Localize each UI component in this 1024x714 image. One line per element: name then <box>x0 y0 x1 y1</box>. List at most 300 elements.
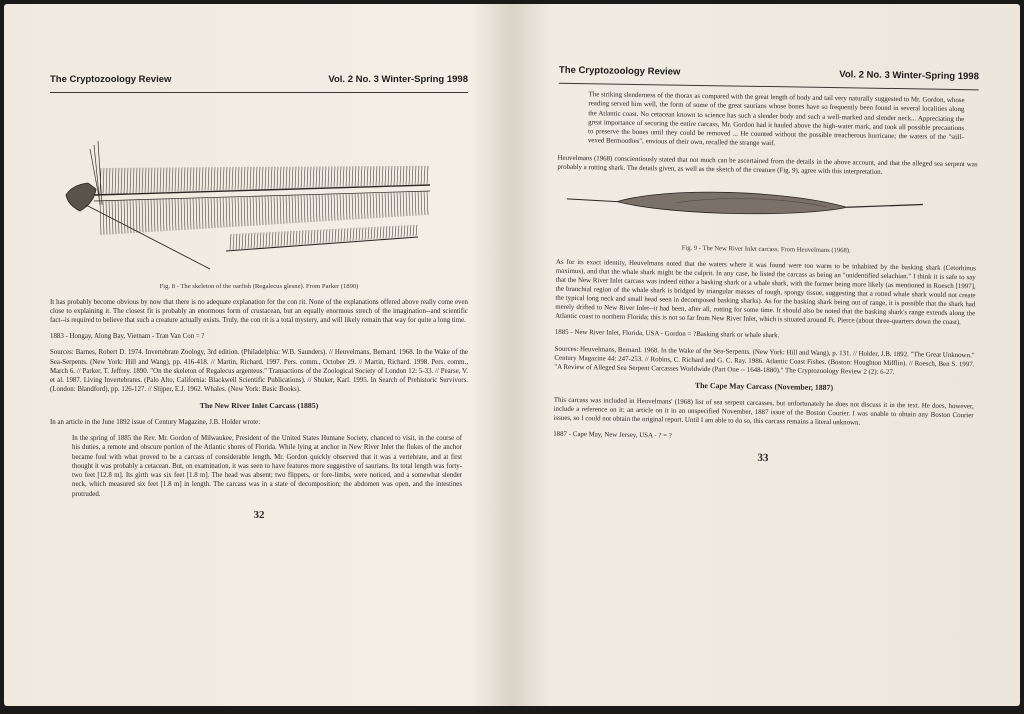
fin-ray <box>382 192 383 217</box>
fin-ray <box>112 168 113 194</box>
fin-ray <box>418 191 419 215</box>
fin-ray <box>316 194 317 221</box>
section-heading: The Cape May Carcass (November, 1887) <box>694 380 834 393</box>
fin-ray <box>205 198 206 229</box>
fin-ray <box>320 230 321 244</box>
fin-ray <box>242 233 243 249</box>
fin-ray <box>421 166 422 184</box>
fin-ray <box>403 192 404 217</box>
fin-ray <box>157 199 158 231</box>
fin-ray <box>217 197 218 227</box>
fin-ray <box>145 200 146 233</box>
fin-ray <box>214 167 215 190</box>
fin-ray <box>245 233 246 249</box>
magazine-spread <box>4 4 1020 706</box>
fin-ray <box>394 166 395 185</box>
fin-ray <box>178 199 179 231</box>
fin-ray <box>364 193 365 219</box>
fin-ray <box>406 166 407 185</box>
fin-ray <box>136 200 137 233</box>
fin-ray <box>196 167 197 191</box>
issue-label: Vol. 2 No. 3 Winter-Spring 1998 <box>328 74 468 85</box>
block-quote: The striking slenderness of the thorax as compared with the great length of body and tail very naturally suggested to Mr. Gordon, whose reading served him well, the form of some of the great saurians whose bones have so frequently been found in several localities along the Atlantic coast. No cetacean known to science has such a slender body and such a well-marked and slender neck... Appreciating the great importance of securing the entire carcass, Mr. Gordon had it hauled above the high-water mark, and took all possible precautions to preserve the bones until they could be removed ... He counted without the possible treacherous hurricane; the waters of the "still-vexed Bermoothes", envious of their own, recalled the strange waif. <box>587 91 965 148</box>
fin-ray <box>230 234 231 250</box>
fin-ray <box>236 234 237 250</box>
fin-ray <box>265 167 266 189</box>
fin-ray <box>190 198 191 229</box>
page-number: 33 <box>757 452 769 465</box>
fin-ray <box>148 168 149 193</box>
fin-ray <box>223 167 224 190</box>
fin-ray <box>373 193 374 219</box>
fin-ray <box>121 168 122 194</box>
fin-ray <box>395 226 396 238</box>
journal-title: The Cryptozoology Review <box>558 64 681 78</box>
fin-ray <box>337 194 338 221</box>
fin-ray <box>364 166 365 186</box>
fin-ray <box>280 167 281 189</box>
fin-ray <box>310 167 311 188</box>
fin-ray <box>251 233 252 248</box>
fin-ray <box>148 200 149 233</box>
fin-ray <box>415 191 416 215</box>
fin-ray <box>380 227 381 239</box>
fin-ray <box>295 167 296 188</box>
fin-ray <box>130 168 131 193</box>
fin-ray <box>112 201 113 235</box>
fin-ray <box>247 197 248 226</box>
sighting-record: 1883 - Hongay, Along Bay, Vietnam - Tran Van Con = ? <box>50 333 205 341</box>
fin-ray <box>136 168 137 193</box>
fin-ray <box>169 199 170 231</box>
intro-paragraph: In an article in the June 1892 issue of Century Magazine, J.B. Holder wrote: <box>50 418 261 426</box>
fin-ray <box>325 194 326 221</box>
fin-ray <box>319 167 320 188</box>
fin-ray <box>250 167 251 189</box>
fin-ray <box>127 168 128 193</box>
fin-ray <box>181 167 182 191</box>
fin-ray <box>199 167 200 191</box>
fin-ray <box>343 166 344 186</box>
fin-ray <box>133 200 134 233</box>
fin-ray <box>346 194 347 220</box>
fin-ray <box>286 195 287 223</box>
fin-ray <box>418 166 419 184</box>
fin-ray <box>358 193 359 219</box>
fin-ray <box>404 225 405 237</box>
oarfish-skeleton-figure <box>50 93 468 279</box>
fin-ray <box>292 195 293 223</box>
fin-ray <box>383 226 384 238</box>
fin-ray <box>298 167 299 188</box>
figure-8-caption: Fig. 8 - The skeleton of the oarfish (Regalecus glesne). From Parker (1890) <box>159 283 359 290</box>
fin-ray <box>263 232 264 247</box>
fin-ray <box>139 200 140 233</box>
fin-ray <box>313 195 314 222</box>
fin-ray <box>343 194 344 220</box>
fin-ray <box>398 226 399 238</box>
fin-ray <box>172 168 173 192</box>
fin-ray <box>286 167 287 189</box>
section-heading: The New River Inlet Carcass (1885) <box>199 400 319 410</box>
fin-ray <box>350 228 351 241</box>
fin-ray <box>133 168 134 193</box>
fin-ray <box>208 198 209 229</box>
fin-ray <box>268 167 269 189</box>
fin-ray <box>271 196 272 225</box>
fin-ray <box>397 166 398 185</box>
fin-ray <box>175 167 176 191</box>
fin-ray <box>400 192 401 217</box>
fin-ray <box>175 199 176 231</box>
fin-ray <box>241 167 242 190</box>
fin-ray <box>421 191 422 215</box>
fin-ray <box>314 230 315 244</box>
paragraph: Heuvelmans (1968) conscientiously stated that not much can be ascertained from the details in the above account, and that the alleged sea serpent was probably a rotting shark. The details given, as well as the sketch of the creature (Fig. 9), agree with this interpretation. <box>557 154 978 176</box>
fin-ray <box>302 230 303 244</box>
fin-ray <box>211 198 212 229</box>
fin-ray <box>187 167 188 191</box>
fin-ray <box>317 230 318 244</box>
fin-ray <box>365 227 366 240</box>
fin-ray <box>151 168 152 193</box>
fin-ray <box>187 198 188 229</box>
fin-ray <box>410 225 411 236</box>
fin-ray <box>247 167 248 190</box>
fin-ray <box>277 167 278 189</box>
sighting-record: 1887 - Cape May, New Jersey, USA - ? = ? <box>553 430 672 440</box>
fin-ray <box>296 231 297 245</box>
fin-ray <box>139 168 140 193</box>
fin-ray <box>362 227 363 240</box>
fin-ray <box>235 197 236 227</box>
fin-ray <box>169 168 170 192</box>
fin-ray <box>268 196 269 225</box>
fin-ray <box>352 166 353 186</box>
fin-ray <box>376 166 377 185</box>
fin-ray <box>256 167 257 189</box>
fin-ray <box>335 229 336 242</box>
fin-ray <box>329 229 330 242</box>
fin-ray <box>385 166 386 185</box>
fin-ray <box>328 194 329 221</box>
fin-ray <box>299 231 300 245</box>
fin-ray <box>226 167 227 190</box>
fin-ray <box>367 193 368 219</box>
fin-ray <box>283 195 284 223</box>
fin-ray <box>254 233 255 248</box>
fin-ray <box>238 167 239 190</box>
fin-ray <box>307 195 308 223</box>
fin-ray <box>199 198 200 229</box>
fin-ray <box>151 199 152 231</box>
fin-ray <box>271 167 272 189</box>
fin-ray <box>388 192 389 217</box>
fin-ray <box>307 167 308 188</box>
fin-ray <box>340 194 341 221</box>
fin-ray <box>145 168 146 193</box>
fin-ray <box>334 166 335 186</box>
fin-ray <box>214 198 215 228</box>
fin-ray <box>275 232 276 247</box>
fin-ray <box>154 199 155 231</box>
fin-ray <box>265 196 266 225</box>
fin-ray <box>262 167 263 189</box>
fin-ray <box>250 196 251 225</box>
fin-ray <box>202 198 203 229</box>
fin-ray <box>293 231 294 245</box>
fin-ray <box>361 166 362 186</box>
fin-ray <box>349 193 350 219</box>
sources-list: Sources: Heuvelmans, Bernard. 1968. In the Wake of the Sea-Serpents. (New York: Hill and Wang), p. 131. // Holder, J.B. 1892. "The Great Unknown." Century Magazine 44: 247-253. // Robins, C. Richard and G. C. Ray. 1986. Atlantic Coast Fishes. (Boston: Houghton Mifflin). // Roesch, Ben S. 1997. "A Review of Alleged Sea Serpent Carcasses Worldwide (Part One -- 1648-1880)." The Cryptozoology Review 2 (2): 6-27. <box>554 345 975 376</box>
fin-ray <box>298 195 299 223</box>
paragraph: It has probably become obvious by now that there is no adequate explanation for the con rit. None of the explanations offered above really come even close to explaining it. The closest fit is probably an enormous form of crustacean, but an equally enormous strech of the imagination--and scientific fact--is required to believe that such a creature actually exists. Truly, the con rit is a total mystery, and will likely remain that way for quite a long time. <box>50 299 468 325</box>
fin-ray <box>100 201 101 235</box>
fin-ray <box>412 191 413 215</box>
fin-ray <box>106 168 107 194</box>
fin-ray <box>278 232 279 247</box>
fin-ray <box>359 228 360 241</box>
oarfish-skeleton-illustration <box>50 93 468 279</box>
fin-ray <box>409 166 410 185</box>
fin-ray <box>259 167 260 189</box>
fin-ray <box>232 167 233 190</box>
sighting-record: 1885 - New River Inlet, Florida, USA - Gordon = ?Basking shark or whale shark. <box>554 329 780 340</box>
fin-ray <box>280 196 281 224</box>
fin-ray <box>274 167 275 189</box>
fin-ray <box>332 229 333 242</box>
fin-ray <box>346 166 347 186</box>
fin-ray <box>157 168 158 193</box>
fin-ray <box>115 168 116 194</box>
fin-ray <box>266 232 267 247</box>
fin-ray <box>106 201 107 235</box>
fin-ray <box>334 194 335 221</box>
fin-ray <box>118 200 119 233</box>
page-header <box>559 65 979 91</box>
fin-ray <box>253 196 254 225</box>
fin-ray <box>412 166 413 185</box>
fin-ray <box>178 167 179 191</box>
fin-ray <box>337 166 338 186</box>
fin-ray <box>352 193 353 219</box>
fin-ray <box>301 195 302 223</box>
fin-ray <box>235 167 236 190</box>
fin-ray <box>331 194 332 221</box>
fin-ray <box>379 166 380 185</box>
fin-ray <box>109 168 110 194</box>
fin-ray <box>166 199 167 231</box>
fin-ray <box>401 226 402 238</box>
fin-ray <box>166 168 167 192</box>
block-quote: In the spring of 1885 the Rev. Mr. Gordon of Milwaukee, President of the United States Humane Society, chanced to visit, in the course of his duties, a remote and obscure portion of the Atlantic shores of Florida. While lying at anchor in New River Inlet the flukes of the anchor became foul with what proved to be a carcass of considerable length. Mr. Gordon quickly observed that it was a vertebrate, and at first thought it was probably a cetacean. But, on examination, it was seen to have features more suggestive of saurians. Its total length was forty-two feet [12.8 m]. Its girth was six feet [1.8 m]. The head was absent; two flippers, or fore-limbs, were noticed, and a somewhat slender neck, which measured six feet [1.8 m] in length. The carcass was in a state of decomposition; the abdomen was open, and the intestines protruded. <box>72 435 462 498</box>
fin-ray <box>229 197 230 227</box>
fin-ray <box>355 193 356 219</box>
fin-ray <box>427 191 428 215</box>
fin-ray <box>304 167 305 188</box>
fin-ray <box>272 232 273 247</box>
fin-ray <box>409 192 410 216</box>
fin-ray <box>262 196 263 225</box>
fin-ray <box>163 168 164 193</box>
fin-ray <box>373 166 374 186</box>
fin-ray <box>172 199 173 231</box>
fin-ray <box>325 166 326 187</box>
fin-ray <box>127 200 128 233</box>
fin-ray <box>394 192 395 217</box>
fin-ray <box>202 167 203 191</box>
journal-title: The Cryptozoology Review <box>50 74 172 85</box>
carcass-sketch-figure <box>556 178 977 245</box>
fin-ray <box>326 229 327 243</box>
fin-ray <box>319 194 320 221</box>
fin-ray <box>341 229 342 242</box>
fin-ray <box>295 195 296 223</box>
fin-ray <box>238 197 239 227</box>
fin-ray <box>353 228 354 241</box>
fin-ray <box>121 200 122 233</box>
fin-ray <box>358 166 359 186</box>
fin-ray <box>226 197 227 227</box>
new-river-carcass-illustration <box>556 178 977 245</box>
fin-ray <box>311 230 312 244</box>
page-header <box>50 74 468 93</box>
fin-ray <box>217 167 218 190</box>
fin-ray <box>292 167 293 188</box>
sources-list: Sources: Barnes, Robert D. 1974. Invertebrate Zoology, 3rd edition. (Philadelphia: W.B. Saunders). // Heuvelmans, Bernard. 1968. In the Wake of the Sea-Serpents. (New York: Hill and Wang), pp. 416-418. // Martin, Richard. 1997. Pers. comm., October 29. // Martin, Richard. 1998. Pers. comm., March 6. // Parker, T. Jeffrey. 1890. "On the skeleton of Regalecus argenteus." Transactions of the Zoological Society of London 12: 5-33. // Pearse, V. et al. 1987. Living Invertebrates. (Palo Alto, California: Blackwell Scientific Publications). // Shuker, Karl. 1995. In Search of Prehistoric Survivors. (London: Blandford), pp. 126-127. // Slijper, E.J. 1962. Whales. (New York: Basic Books). <box>50 349 468 393</box>
fin-ray <box>220 197 221 227</box>
fin-ray <box>356 228 357 241</box>
fin-ray <box>386 226 387 238</box>
fin-ray <box>397 192 398 217</box>
fin-ray <box>190 167 191 191</box>
fin-ray <box>142 200 143 233</box>
fin-ray <box>253 167 254 189</box>
fin-ray <box>355 166 356 186</box>
fin-ray <box>391 166 392 185</box>
fin-ray <box>124 200 125 233</box>
fin-ray <box>370 193 371 219</box>
fin-ray <box>407 225 408 236</box>
fin-ray <box>382 166 383 185</box>
fin-ray <box>403 166 404 185</box>
fin-ray <box>424 166 425 184</box>
fin-ray <box>205 167 206 191</box>
fin-ray <box>305 230 306 244</box>
fin-ray <box>338 229 339 242</box>
fin-ray <box>257 233 258 248</box>
fin-ray <box>260 233 261 248</box>
fin-ray <box>103 201 104 235</box>
fin-ray <box>103 168 104 194</box>
fin-ray <box>142 168 143 193</box>
fin-ray <box>277 196 278 224</box>
fin-ray <box>283 167 284 189</box>
fin-ray <box>400 166 401 185</box>
fin-ray <box>233 234 234 250</box>
fin-ray <box>371 227 372 239</box>
fin-ray <box>308 230 309 244</box>
fin-ray <box>427 166 428 184</box>
fin-ray <box>304 195 305 223</box>
fin-ray <box>316 167 317 188</box>
fin-ray <box>274 196 275 225</box>
fin-ray <box>184 198 185 229</box>
fin-ray <box>301 167 302 188</box>
fin-ray <box>154 168 155 193</box>
fin-ray <box>269 232 270 247</box>
fin-ray <box>181 199 182 230</box>
fin-ray <box>349 166 350 186</box>
fin-ray <box>367 166 368 186</box>
page-number: 32 <box>253 508 265 521</box>
fin-ray <box>323 229 324 243</box>
fin-ray <box>256 196 257 225</box>
fin-ray <box>415 166 416 185</box>
fin-ray <box>322 167 323 188</box>
fin-ray <box>368 227 369 239</box>
page-32 <box>4 4 512 706</box>
fin-ray <box>416 225 417 236</box>
fin-ray <box>244 197 245 227</box>
fin-ray <box>331 166 332 187</box>
fin-ray <box>388 166 389 185</box>
fin-ray <box>259 196 260 225</box>
fin-ray <box>379 192 380 217</box>
fin-ray <box>370 166 371 186</box>
fin-ray <box>229 167 230 190</box>
fin-ray <box>281 231 282 246</box>
fin-ray <box>385 192 386 217</box>
fin-ray <box>184 167 185 191</box>
fin-ray <box>376 193 377 218</box>
page-33 <box>501 4 1020 714</box>
fin-ray <box>160 168 161 193</box>
fin-ray <box>287 231 288 246</box>
fin-ray <box>347 228 348 241</box>
fin-ray <box>322 194 323 221</box>
fin-ray <box>239 234 240 250</box>
fin-ray <box>424 191 425 215</box>
fin-ray <box>284 231 285 246</box>
paragraph: As for its exact identity, Heuvelmans noted that the waters where it was found were too warm to be inhabited by the basking shark (Cetorhinus maximus), and that the whale shark might be the culprit. In any case, he listed the carcass as being an "unidentified selachian." I think it is safe to say that the New River Inlet carcass was indeed either a basking shark or a whale shark, with the former being more likely (as mentioned in Roesch [1997], the branchial region of the whale shark is bridged by triangular masses of tough, spongy tissue, suggesting that a rotted whale shark would not create the typical long neck and small head seen in decomposed basking sharks). As for the basking shark being out of range, it is possible that the shark had merely drifted to New River Inlet--it had been, after all, rotting for some time. It should also be noted that the basking shark's range extends along the Atlantic coast to northern Florida; this is not so far from New River Inlet, which is situated around Ft. Pierce (about three-quarters down the coast). <box>555 258 976 327</box>
fin-ray <box>374 227 375 239</box>
fin-ray <box>328 166 329 187</box>
fin-ray <box>310 195 311 222</box>
fin-ray <box>193 167 194 191</box>
fin-ray <box>248 233 249 249</box>
fin-ray <box>223 197 224 227</box>
fin-ray <box>124 168 125 193</box>
fin-ray <box>290 231 291 245</box>
fin-ray <box>313 167 314 188</box>
fin-ray <box>389 226 390 238</box>
fin-ray <box>232 197 233 227</box>
fin-ray <box>361 193 362 219</box>
fin-ray <box>193 198 194 229</box>
fin-ray <box>289 167 290 189</box>
fin-ray <box>163 199 164 231</box>
fin-ray <box>196 198 197 229</box>
fin-ray <box>344 228 345 241</box>
fin-ray <box>406 192 407 216</box>
fin-ray <box>340 166 341 186</box>
fin-ray <box>160 199 161 231</box>
fin-ray <box>391 192 392 217</box>
fin-ray <box>289 195 290 223</box>
issue-label: Vol. 2 No. 3 Winter-Spring 1998 <box>839 69 979 83</box>
fin-ray <box>377 227 378 239</box>
